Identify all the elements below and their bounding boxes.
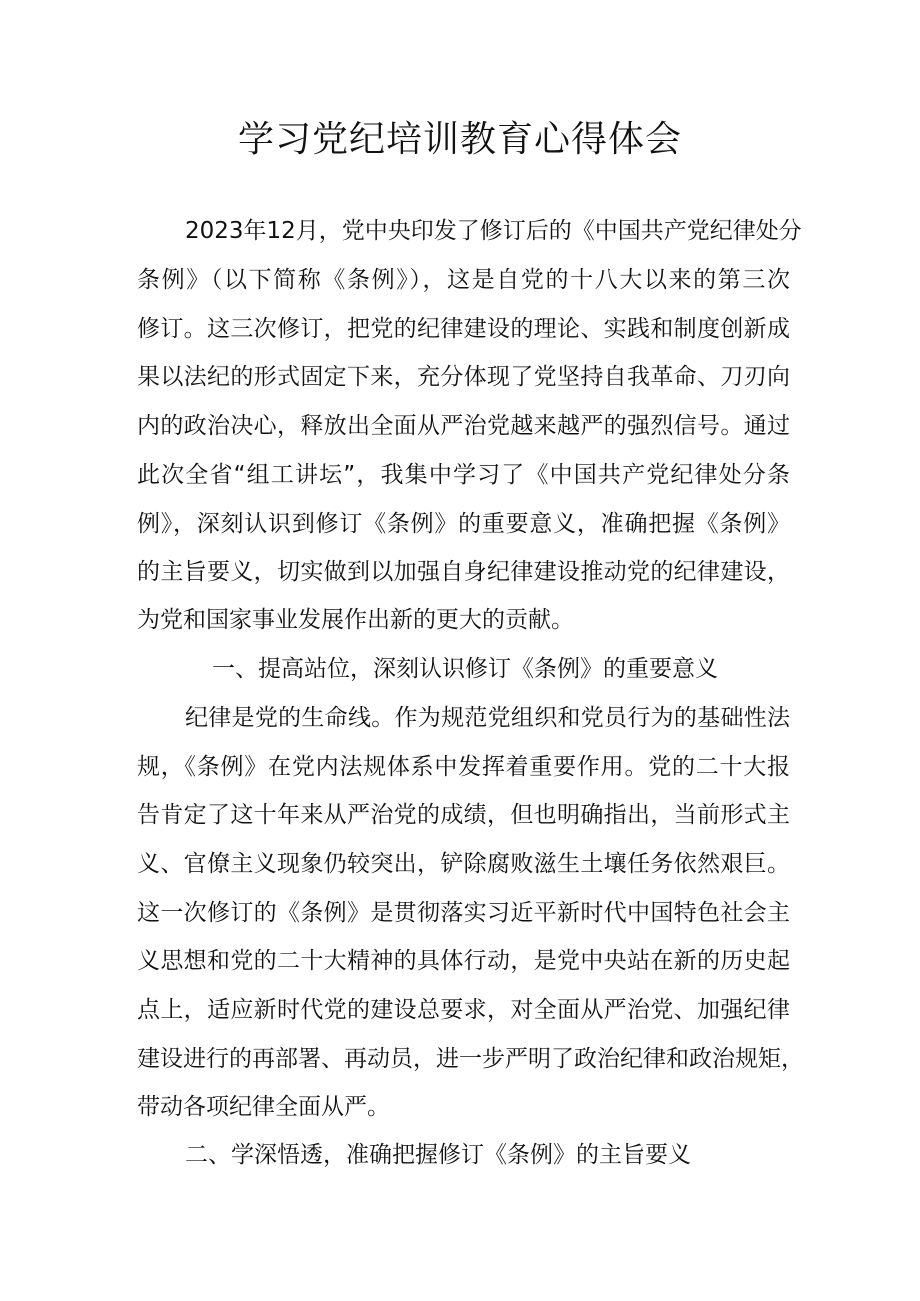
paragraph-2-line-2: 规，《条例》在党内法规体系中发挥着重要作用。党的二十大报: [137, 754, 790, 780]
paragraph-1-line-7: 例》，深刻认识到修订《条例》的重要意义，准确把握《条例》: [137, 511, 790, 537]
paragraph-2-line-7: 点上，适应新时代党的建设总要求，对全面从严治党、加强纪律: [137, 997, 790, 1023]
document-title: 学习党纪培训教育心得体会: [237, 119, 682, 160]
paragraph-2-line-8: 建设进行的再部署、再动员，进一步严明了政治纪律和政治规矩，: [137, 1046, 804, 1072]
section-heading-2: 二、学深悟透，准确把握修订《条例》的主旨要义: [185, 1142, 691, 1168]
paragraph-1-line-3: 修订。这三次修订，把党的纪律建设的理论、实践和制度创新成: [137, 316, 790, 342]
paragraph-1-line-8: 的主旨要义，切实做到以加强自身纪律建设推动党的纪律建设，: [137, 559, 790, 585]
paragraph-1-line-5: 内的政治决心，释放出全面从严治党越来越严的强烈信号。通过: [137, 413, 790, 439]
paragraph-1-line-6: 此次全省“组工讲坛”，我集中学习了《中国共产党纪律处分条: [137, 462, 790, 488]
paragraph-2-line-6: 义思想和党的二十大精神的具体行动，是党中央站在新的历史起: [137, 948, 790, 974]
paragraph-2-line-9: 带动各项纪律全面从严。: [137, 1094, 390, 1120]
paragraph-2-line-4: 义、官僚主义现象仍较突出，铲除腐败滋生土壤任务依然艰巨。: [137, 851, 790, 877]
paragraph-1-line-2: 条例》（以下简称《条例》），这是自党的十八大以来的第三次: [137, 267, 790, 293]
paragraph-2-line-3: 告肯定了这十年来从严治党的成绩，但也明确指出，当前形式主: [137, 802, 790, 828]
paragraph-1-line-1: 2023年12月，党中央印发了修订后的《中国共产党纪律处分: [185, 218, 802, 244]
section-heading-1: 一、提高站位，深刻认识修订《条例》的重要意义: [212, 656, 718, 682]
paragraph-1-line-9: 为党和国家事业发展作出新的更大的贡献。: [137, 607, 574, 633]
paragraph-1-line-4: 果以法纪的形式固定下来，充分体现了党坚持自我革命、刀刃向: [137, 364, 790, 390]
paragraph-2-line-5: 这一次修订的《条例》是贯彻落实习近平新时代中国特色社会主: [137, 900, 790, 926]
paragraph-2-line-1: 纪律是党的生命线。作为规范党组织和党员行为的基础性法: [185, 705, 790, 731]
